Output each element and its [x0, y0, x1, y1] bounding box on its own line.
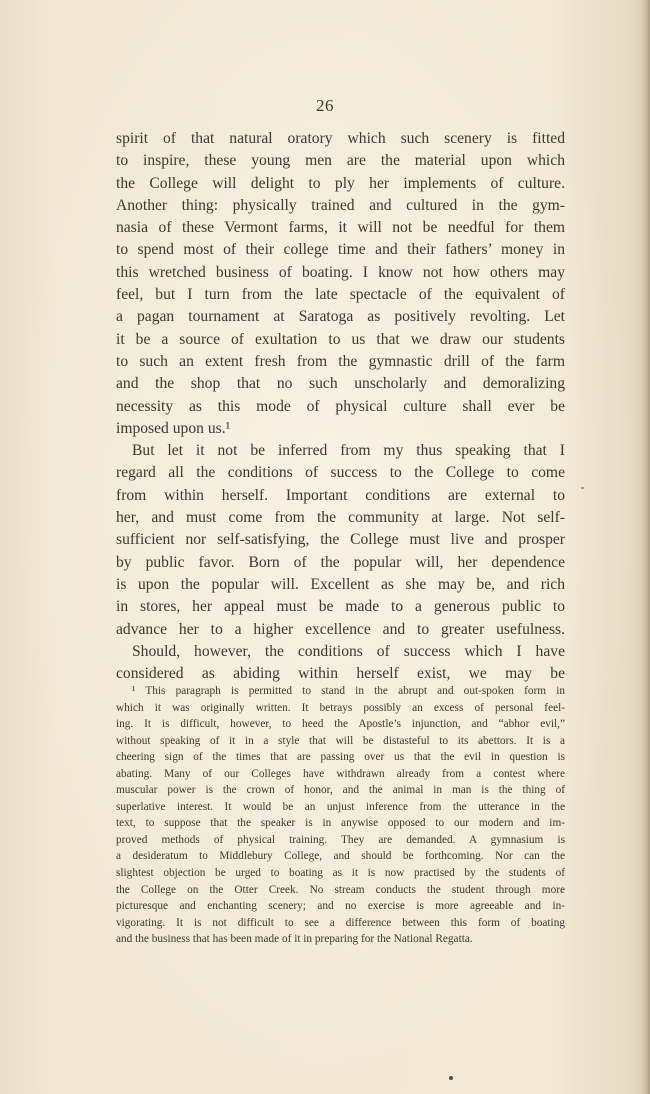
body-line: from within herself. Important conditions are external to: [116, 486, 565, 504]
footnote-line: ing. It is difficult, however, to heed the Apostle’s injunction, and “abhor evil,”: [116, 718, 565, 731]
body-line: it be a source of exultation to us that we draw our students: [116, 330, 565, 348]
body-line: But let it not be inferred from my thus speaking that I: [132, 442, 565, 460]
footnote-line: and the business that has been made of it in preparing for the National Regatta.: [116, 933, 473, 946]
body-line: in stores, her appeal must be made to a generous public to: [116, 598, 565, 616]
footnote-line: muscular power is the crown of honor, and the animal in man is the thing of: [116, 784, 565, 797]
body-line: and the shop that no such unscholarly and demoralizing: [116, 375, 565, 393]
body-line: spirit of that natural oratory which such scenery is fitted: [116, 130, 565, 147]
footnote-line: superlative interest. It would be an unjust inference from the utterance in the: [116, 800, 565, 813]
footnote-line: slightest objection be urged to boating as it is now practised by the students of: [116, 867, 565, 880]
body-line: considered as abiding within herself exist, we may be: [116, 665, 565, 683]
footnote-line: ¹ This paragraph is permitted to stand in the abrupt and out-spoken form in: [132, 685, 565, 697]
ink-speck: [449, 1076, 453, 1080]
body-line: Another thing: physically trained and cultured in the gym-: [116, 196, 565, 214]
footnote-line: vigorating. It is not difficult to see a difference between this form of boating: [116, 916, 565, 929]
page-edge-shadow: [641, 0, 650, 1094]
body-line: this wretched business of boating. I know not how others may: [116, 263, 565, 281]
body-line: advance her to a higher excellence and to greater usefulness.: [116, 620, 565, 638]
body-line: to spend most of their college time and their fathers’ money in: [116, 241, 565, 259]
body-line: regard all the conditions of success to the College to come: [116, 464, 565, 482]
body-line: by public favor. Born of the popular will, her dependence: [116, 553, 565, 571]
body-line: to such an extent fresh from the gymnastic drill of the farm: [116, 352, 565, 370]
footnote: [116, 683, 565, 948]
body-line: her, and must come from the community at large. Not self-: [116, 509, 565, 527]
footnote-line: cheering sign of the times that are passing over us that the evil in question is: [116, 751, 565, 764]
body-line: feel, but I turn from the late spectacle of the equivalent of: [116, 286, 565, 304]
body-line: necessity as this mode of physical culture shall ever be: [116, 397, 565, 415]
footnote-line: which it was originally written. It betrays possibly an excess of personal feel-: [116, 701, 565, 714]
footnote-line: text, to suppose that the speaker is in anywise opposed to our modern and im-: [116, 817, 565, 830]
body-text: [116, 128, 565, 685]
body-line: is upon the popular will. Excellent as she may be, and rich: [116, 575, 565, 593]
footnote-line: a desideratum to Middlebury College, and should be forthcoming. Nor can the: [116, 850, 565, 863]
footnote-line: without speaking of it in a style that will be distasteful to its abettors. It is a: [116, 734, 565, 747]
body-line: sufficient nor self-satisfying, the College must live and prosper: [116, 531, 565, 549]
footnote-line: picturesque and enchanting scenery; and no exercise is more agreeable and in-: [116, 900, 565, 913]
ink-speck: [581, 487, 584, 489]
body-line: imposed upon us.¹: [116, 419, 231, 437]
body-line: a pagan tournament at Saratoga as positively revolting. Let: [116, 308, 565, 326]
footnote-line: proved methods of physical training. They are demanded. A gymnasium is: [116, 833, 565, 846]
body-line: Should, however, the conditions of success which I have: [132, 642, 565, 660]
body-line: to inspire, these young men are the material upon which: [116, 152, 565, 170]
footnote-line: the College on the Otter Creek. No stream conducts the student through more: [116, 883, 565, 896]
body-line: nasia of these Vermont farms, it will not be needful for them: [116, 219, 565, 237]
body-line: the College will delight to ply her implements of culture.: [116, 174, 565, 192]
footnote-line: abating. Many of our Colleges have withdrawn already from a contest where: [116, 767, 565, 780]
page-number: 26: [316, 96, 334, 115]
